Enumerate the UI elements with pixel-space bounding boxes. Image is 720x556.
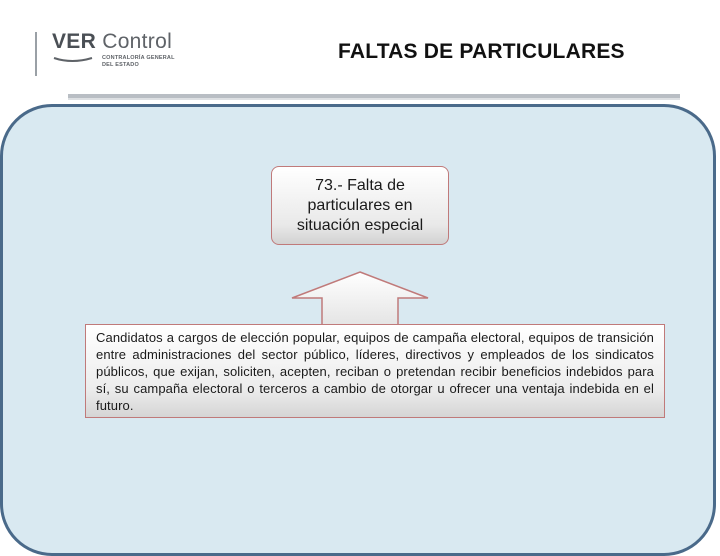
bottom-box — [85, 324, 665, 418]
page-title: FALTAS DE PARTICULARES — [338, 40, 625, 63]
logo — [52, 30, 175, 68]
up-arrow-icon — [290, 270, 430, 328]
logo-sub-line1: CONTRALORÍA GENERAL — [102, 55, 175, 61]
title-rule-shadow — [68, 98, 680, 100]
bottom-box-text: Candidatos a cargos de elección popular, equipos de campaña electoral, equipos de transición entre administraciones del sector público, líderes, directivos y empleados de los sindicatos públicos, que exijan, soliciten, acepten, reciban o pretendan recibir beneficios indebidos para sí, su campaña electoral o terceros a cambio de otorgar u ofrecer una ventaja indebida en el futuro. — [96, 330, 654, 413]
logo-ver: VER — [52, 30, 97, 53]
logo-swoosh-icon — [52, 56, 94, 64]
logo-subtitle — [102, 55, 202, 69]
logo-divider — [35, 32, 37, 76]
logo-wordmark — [52, 30, 172, 54]
logo-sub-line2: DEL ESTADO — [102, 62, 139, 68]
logo-control: Control — [102, 30, 173, 53]
top-box-text: 73.- Falta de particulares en situación especial — [296, 176, 424, 234]
top-box — [271, 166, 449, 245]
